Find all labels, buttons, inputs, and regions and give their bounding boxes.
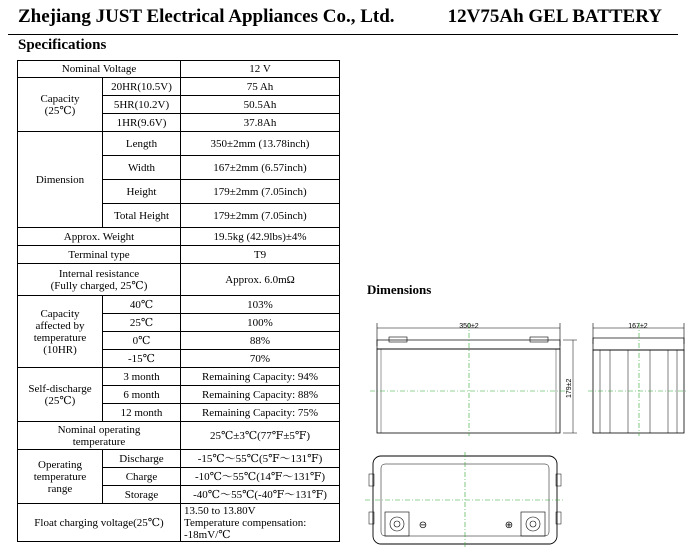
capacity-label: Capacity (25℃) xyxy=(18,78,103,132)
spec-value: -40℃～55℃(-40℉～131℉) xyxy=(181,486,340,504)
table-row xyxy=(18,264,340,296)
spec-sub-label: 3 month xyxy=(103,368,181,386)
table-row xyxy=(18,450,340,468)
spec-value: 12 V xyxy=(181,61,340,78)
operating-range-label: Operating temperature range xyxy=(18,450,103,504)
spec-value: 179±2mm (7.05inch) xyxy=(181,180,340,204)
specifications-heading: Specifications xyxy=(18,37,107,53)
front-view-drawing xyxy=(365,318,585,438)
spec-sub-label: Length xyxy=(103,132,181,156)
product-model: 12V75Ah GEL BATTERY xyxy=(447,6,662,27)
width-dimension-label: 167±2 xyxy=(628,323,648,330)
spec-sub-label: 1HR(9.6V) xyxy=(103,114,181,132)
spec-value: 70% xyxy=(181,350,340,368)
table-row xyxy=(18,368,340,386)
nominal-temperature-label: Nominal operating temperature xyxy=(18,422,181,450)
float-value: 13.50 to 13.80V Temperature compensation: -18mV/℃ xyxy=(181,504,340,542)
spec-value: 19.5kg (42.9lbs)±4% xyxy=(181,228,340,246)
spec-value: 50.5Ah xyxy=(181,96,340,114)
spec-value: 103% xyxy=(181,296,340,314)
specifications-table xyxy=(17,60,340,542)
spec-sub-label: 20HR(10.5V) xyxy=(103,78,181,96)
spec-sub-label: Charge xyxy=(103,468,181,486)
spec-value: 350±2mm (13.78inch) xyxy=(181,132,340,156)
spec-value: Approx. 6.0mΩ xyxy=(181,264,340,296)
capacity-temperature-label: Capacity affected by temperature (10HR) xyxy=(18,296,103,368)
table-row xyxy=(18,132,340,156)
side-view-drawing xyxy=(588,318,690,438)
spec-sub-label: Discharge xyxy=(103,450,181,468)
table-row xyxy=(18,228,340,246)
spec-sub-label: 0℃ xyxy=(103,332,181,350)
table-row xyxy=(18,422,340,450)
height-dimension-label: 179±2 xyxy=(566,378,573,398)
spec-sub-label: Storage xyxy=(103,486,181,504)
negative-terminal-icon: ⊖ xyxy=(418,520,428,531)
table-row xyxy=(18,296,340,314)
spec-sub-label: 12 month xyxy=(103,404,181,422)
resistance-label: Internal resistance (Fully charged, 25℃) xyxy=(18,264,181,296)
table-row xyxy=(18,61,340,78)
company-name: Zhejiang JUST Electrical Appliances Co., Ltd. xyxy=(18,6,395,27)
spec-sub-label: Width xyxy=(103,156,181,180)
header xyxy=(0,0,690,36)
spec-value: 88% xyxy=(181,332,340,350)
spec-value: -10℃～55℃(14℉～131℉) xyxy=(181,468,340,486)
spec-value: 100% xyxy=(181,314,340,332)
dimensions-heading: Dimensions xyxy=(367,282,432,297)
spec-sub-label: Total Height xyxy=(103,204,181,228)
spec-value: 179±2mm (7.05inch) xyxy=(181,204,340,228)
spec-value: Remaining Capacity: 94% xyxy=(181,368,340,386)
length-dimension-label: 350±2 xyxy=(459,323,479,330)
spec-label: Float charging voltage(25℃) xyxy=(18,504,181,542)
spec-label: Nominal Voltage xyxy=(18,61,181,78)
spec-sub-label: 5HR(10.2V) xyxy=(103,96,181,114)
spec-sub-label: Height xyxy=(103,180,181,204)
spec-label: Terminal type xyxy=(18,246,181,264)
spec-label: Approx. Weight xyxy=(18,228,181,246)
spec-value: 25℃±3℃(77℉±5℉) xyxy=(181,422,340,450)
spec-value: Remaining Capacity: 75% xyxy=(181,404,340,422)
spec-value: Remaining Capacity: 88% xyxy=(181,386,340,404)
table-row xyxy=(18,246,340,264)
spec-value: T9 xyxy=(181,246,340,264)
self-discharge-label: Self-discharge (25℃) xyxy=(18,368,103,422)
spec-sub-label: -15℃ xyxy=(103,350,181,368)
spec-sub-label: 25℃ xyxy=(103,314,181,332)
table-row xyxy=(18,504,340,542)
header-rule xyxy=(8,34,678,35)
spec-value: 167±2mm (6.57inch) xyxy=(181,156,340,180)
positive-terminal-icon: ⊕ xyxy=(504,520,514,531)
spec-value: 75 Ah xyxy=(181,78,340,96)
spec-sub-label: 6 month xyxy=(103,386,181,404)
dimension-label: Dimension xyxy=(18,132,103,228)
top-view-drawing xyxy=(365,452,565,550)
table-row xyxy=(18,78,340,96)
spec-value: -15℃～55℃(5℉～131℉) xyxy=(181,450,340,468)
spec-sub-label: 40℃ xyxy=(103,296,181,314)
spec-value: 37.8Ah xyxy=(181,114,340,132)
